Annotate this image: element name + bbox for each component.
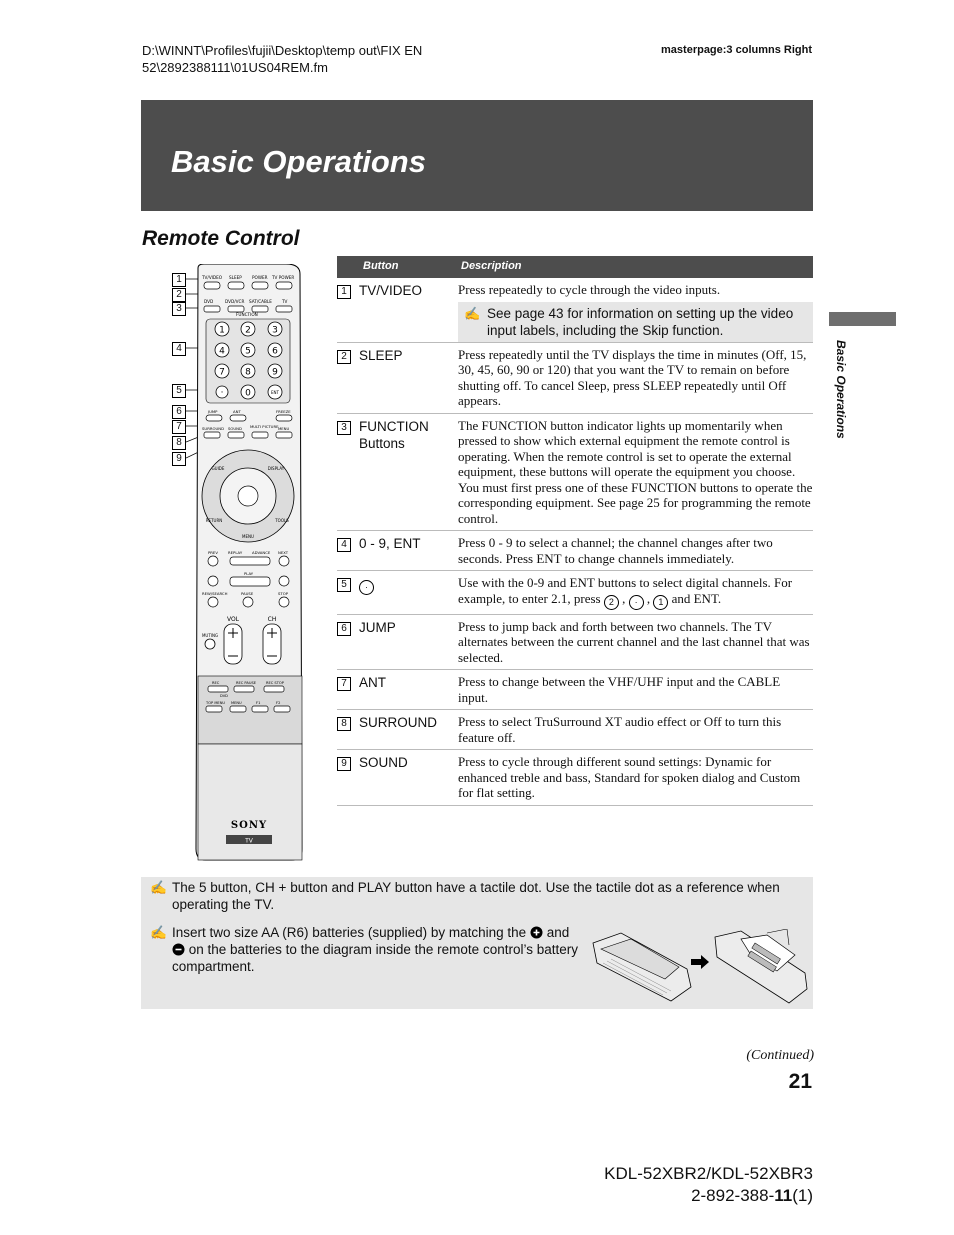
label-guide: GUIDE (211, 466, 225, 471)
remote-control-illustration (186, 264, 306, 864)
label-recpause: REC PAUSE (236, 681, 256, 685)
row-button-name: SLEEP (359, 347, 403, 363)
label-recstop: REC STOP (266, 681, 284, 685)
label-play: PLAY (244, 571, 254, 576)
label-stop: STOP (278, 591, 289, 596)
label-vol: VOL (226, 616, 240, 623)
model-info (560, 1163, 813, 1207)
dot-key-icon: · (359, 580, 374, 595)
table-header (337, 256, 813, 278)
callout-4: 4 (172, 342, 186, 356)
row-description: Use with the 0-9 and ENT buttons to select digital channels. For example, to enter 2.1, press 2 , · , 1 and ENT. (458, 574, 813, 610)
col-header-description: Description (461, 260, 522, 272)
side-label-text: Basic Operations (834, 340, 848, 439)
row-button-name: SOUND (359, 755, 408, 770)
label-tvpower: TV POWER (272, 275, 295, 280)
masterpage-label: masterpage:3 columns Right (661, 44, 812, 56)
note-batteries (150, 924, 582, 975)
key-4: 4 (219, 346, 225, 357)
label-f1: F1 (256, 701, 261, 705)
file-path-line2: 52\2892388111\01US04REM.fm (142, 60, 328, 75)
label-f2: F2 (276, 701, 281, 705)
callout-7: 7 (172, 420, 186, 434)
key-1-icon: 1 (653, 595, 668, 610)
row-number: 6 (337, 622, 351, 636)
table-row-tvvideo (337, 278, 813, 343)
label-power: POWER (252, 275, 268, 280)
note-batteries-a: Insert two size AA (R6) batteries (supplied) by matching the (172, 925, 527, 940)
section-title: Remote Control (142, 227, 300, 250)
label-replay: REPLAY (228, 550, 243, 555)
row-note (458, 302, 813, 342)
label-jump: JUMP (208, 409, 218, 414)
table-row-function (337, 414, 813, 532)
side-label (836, 340, 854, 480)
label-next: NEXT (278, 550, 289, 555)
dot-desc-a: Use with the 0-9 and ENT buttons to select digital channels. For example, to enter 2.1, press (458, 575, 793, 606)
row-button-cell (337, 535, 455, 552)
plus-circle-icon (530, 926, 543, 939)
label-pause: PAUSE (241, 591, 254, 596)
part-code-a: 2-892-388- (691, 1186, 775, 1205)
row-description: Press repeatedly to cycle through the video inputs. (458, 282, 721, 297)
callout-6: 6 (172, 405, 186, 419)
key-7: 7 (219, 367, 225, 378)
label-muting: MUTING (201, 633, 219, 638)
label-sleep: SLEEP (229, 275, 242, 280)
row-button-cell (337, 418, 455, 452)
part-code (560, 1185, 813, 1207)
continued-label: (Continued) (746, 1048, 814, 1063)
table-row-ant (337, 670, 813, 710)
key-2: 2 (245, 325, 251, 336)
row-note-text: See page 43 for information on setting up the video input labels, including the Skip function. (487, 305, 794, 338)
row-button-cell (337, 347, 455, 364)
label-tv: TV (282, 299, 288, 304)
row-description: The FUNCTION button indicator lights up momentarily when pressed to show which external equipment the remote control is operating. When the remote control is set to operate the external equipment, these buttons will operate the equipment you choose. You must first press one of these FUNCTION buttons to operate the corresponding equipment. See page 25 for programming the remote control. (458, 417, 813, 526)
remote-brand: SONY (230, 820, 268, 831)
row-button-name: TV/VIDEO (359, 283, 423, 298)
row-button-name: JUMP (359, 619, 396, 635)
remote-back-open (715, 929, 807, 1003)
key-3: 3 (272, 325, 278, 336)
table-row-numbers (337, 531, 813, 571)
row-button-name: SURROUND (359, 715, 438, 730)
key-9: 9 (272, 367, 278, 378)
row-number: 9 (337, 757, 351, 771)
row-button-cell (337, 619, 455, 636)
label-function: FUNCTION (236, 312, 258, 317)
label-advance: ADVANCE (252, 550, 271, 555)
label-multipicture: MULTI PICTURE (250, 424, 279, 429)
table-row-dot (337, 571, 813, 615)
part-code-c: (1) (792, 1186, 813, 1205)
row-button-cell (337, 674, 455, 691)
label-sound: SOUND (228, 426, 242, 431)
remote-tv-tag: TV (245, 837, 253, 845)
model-line: KDL-52XBR2/KDL-52XBR3 (604, 1164, 813, 1183)
minus-circle-icon (172, 943, 185, 956)
label-tools: TOOLS (275, 518, 289, 523)
callout-3: 3 (172, 302, 186, 316)
table-row-sound (337, 750, 813, 806)
note-batteries-c: on the batteries to the diagram inside the remote control’s battery compartment. (172, 942, 578, 974)
key-dot-icon: · (629, 595, 644, 610)
table-row-jump (337, 615, 813, 671)
label-ch: CH (267, 616, 277, 623)
table-row-surround (337, 710, 813, 750)
callout-5: 5 (172, 384, 186, 398)
dot-desc-b: and ENT. (671, 590, 722, 606)
row-description: Press to jump back and forth between two channels. The TV alternates between the current channel and the last channel that was selected. (458, 618, 810, 665)
label-dvdvcr: DVD/VCR (225, 299, 245, 304)
key-dot: · (220, 388, 224, 398)
label-display: DISPLAY (267, 466, 285, 471)
title-banner (141, 100, 813, 211)
label-tvvideo: TV/VIDEO (202, 275, 223, 280)
file-path-line1: D:\WINNT\Profiles\fujii\Desktop\temp out\FIX EN (142, 43, 423, 58)
side-tab-marker (829, 312, 896, 326)
label-rew: REW/SEARCH (202, 591, 228, 596)
row-description: Press 0 - 9 to select a channel; the channel changes after two seconds. Press ENT to change channels immediately. (458, 535, 773, 566)
label-satcable: SAT/CABLE (249, 299, 272, 304)
label-menu-small: MENU (278, 426, 290, 431)
row-button-cell (337, 575, 455, 595)
key-5: 5 (245, 346, 251, 357)
page-title: Basic Operations (171, 144, 426, 179)
pen-note-icon: ✍ (150, 925, 167, 940)
part-code-b: 11 (774, 1186, 793, 1205)
label-topmenu: TOP MENU (206, 701, 226, 705)
pen-note-icon: ✍ (464, 305, 481, 321)
page-number: 21 (788, 1070, 812, 1093)
note-batteries-b: and (546, 925, 570, 940)
callout-2: 2 (172, 288, 186, 302)
notes-box (141, 877, 813, 1009)
row-number: 3 (337, 421, 351, 435)
row-button-cell (337, 714, 455, 731)
label-rec: REC (212, 681, 220, 685)
battery-insertion-illustration (591, 929, 811, 1009)
row-description: Press repeatedly until the TV displays the time in minutes (Off, 15, 30, 45, 60, 90 or 120) that you want the TV to remain on before shutting off. To cancel Sleep, press SLEEP repeatedly until Off appears. (458, 346, 807, 408)
row-button-name: ANT (359, 675, 386, 690)
row-button-name: 0 - 9, ENT (359, 536, 421, 551)
key-ent: ENT (271, 390, 279, 395)
table-row-sleep (337, 343, 813, 414)
label-dvd: DVD (204, 299, 214, 304)
row-button-name: FUNCTION Buttons (359, 418, 429, 451)
row-number: 2 (337, 350, 351, 364)
callout-1: 1 (172, 273, 186, 287)
label-surround: SURROUND (202, 426, 224, 431)
arrow-right-icon (691, 955, 709, 969)
button-description-table (337, 256, 813, 806)
label-dvd-small: DVD (220, 694, 228, 698)
row-button-cell (337, 282, 455, 299)
note-tactile-text: The 5 button, CH + button and PLAY button have a tactile dot. Use the tactile dot as a reference when operating the TV. (172, 880, 780, 912)
note-tactile (150, 879, 804, 913)
key-2-icon: 2 (604, 595, 619, 610)
row-number: 4 (337, 538, 351, 552)
label-return: RETURN (205, 518, 223, 523)
label-menu: MENU (242, 534, 254, 539)
key-6: 6 (272, 346, 278, 357)
row-description: Press to change between the VHF/UHF input and the CABLE input. (458, 674, 781, 705)
col-header-button: Button (363, 260, 399, 272)
label-menu-dvd: MENU (231, 701, 242, 705)
file-path (142, 42, 472, 76)
remote-back-closed (593, 933, 691, 1001)
callout-9: 9 (172, 452, 186, 466)
row-description: Press to cycle through different sound settings: Dynamic for enhanced treble and bass, Standard for spoken dialog and Custom for flat setting. (458, 754, 801, 800)
label-freeze: FREEZE (276, 409, 291, 414)
label-prev: PREV (208, 550, 218, 555)
row-number: 5 (337, 578, 351, 592)
row-description: Press to select TruSurround XT audio effect or Off to turn this feature off. (458, 714, 782, 745)
pen-note-icon: ✍ (150, 880, 167, 895)
row-number: 1 (337, 285, 351, 299)
row-number: 8 (337, 717, 351, 731)
key-0: 0 (245, 388, 251, 399)
row-number: 7 (337, 677, 351, 691)
key-1: 1 (219, 325, 225, 336)
callout-8: 8 (172, 436, 186, 450)
row-button-cell (337, 754, 455, 771)
label-ant: ANT (233, 409, 241, 414)
key-8: 8 (245, 367, 251, 378)
